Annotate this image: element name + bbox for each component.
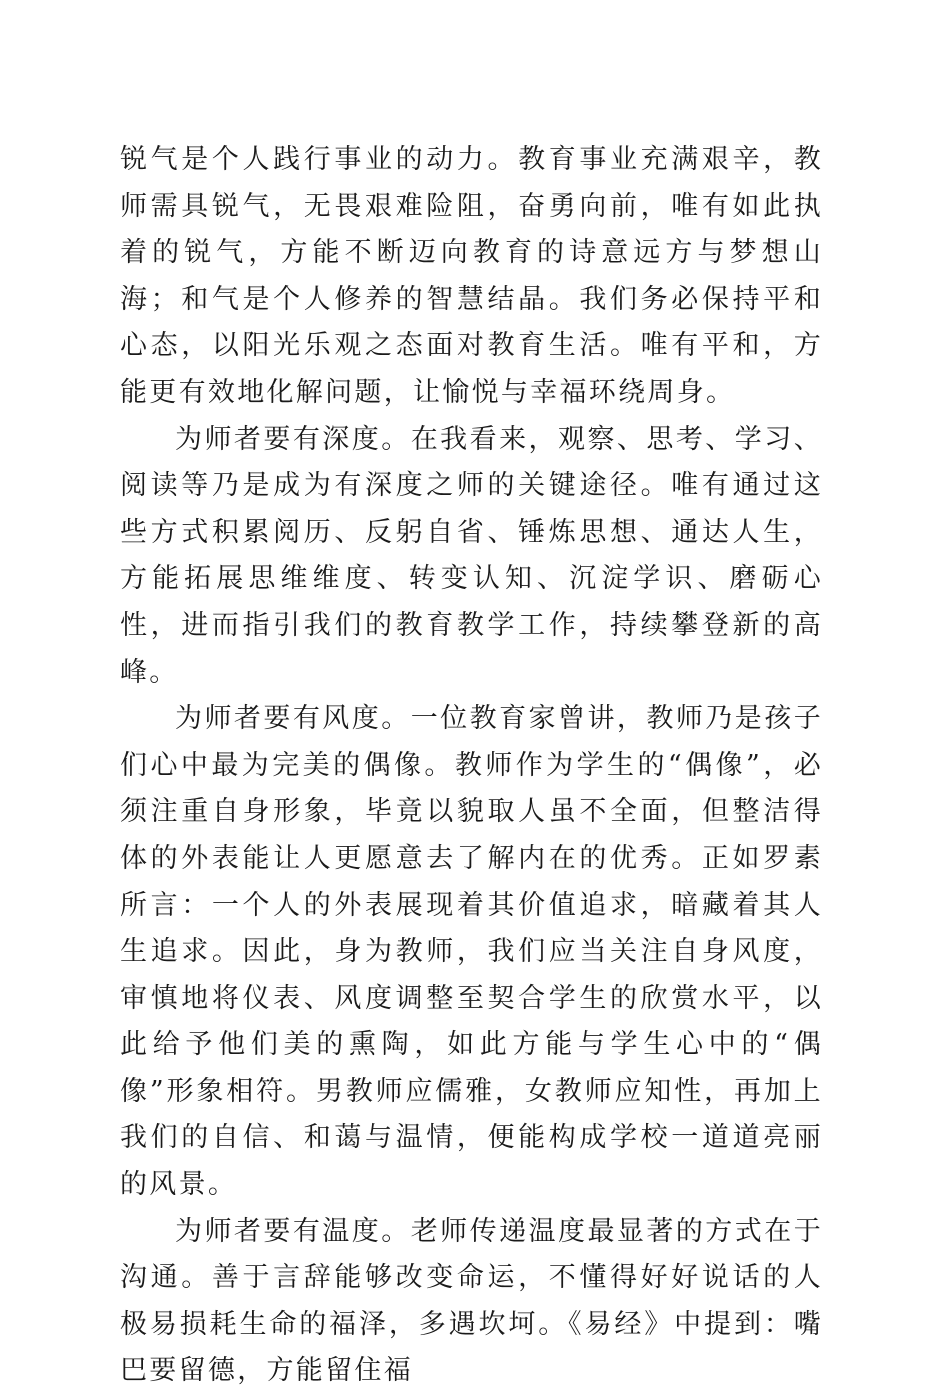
document-body	[120, 137, 823, 1395]
paragraph-depth: 为师者要有深度。在我看来，观察、思考、学习、阅读等乃是成为有深度之师的关键途径。唯有通过这些方式积累阅历、反躬自省、锤炼思想、通达人生，方能拓展思维维度、转变认知、沉淀学识、磨砺心性，进而指引我们的教育教学工作，持续攀登新的高峰。	[120, 423, 823, 688]
paragraph-ruiqi-heqi: 锐气是个人践行事业的动力。教育事业充满艰辛，教师需具锐气，无畏艰难险阻，奋勇向前，唯有如此执着的锐气，方能不断迈向教育的诗意远方与梦想山海；和气是个人修养的智慧结晶。我们务必保持平和心态，以阳光乐观之态面对教育生活。唯有平和，方能更有效地化解问题，让愉悦与幸福环绕周身。	[120, 144, 823, 408]
paragraph-demeanor: 为师者要有风度。一位教育家曾讲，教师乃是孩子们心中最为完美的偶像。教师作为学生的“偶像”，必须注重自身形象，毕竟以貌取人虽不全面，但整洁得体的外表能让人更愿意去了解内在的优秀。正如罗素所言：一个人的外表展现着其价值追求，暗藏着其人生追求。因此，身为教师，我们应当关注自身风度，审慎地将仪表、风度调整至契合学生的欣赏水平，以此给予他们美的熏陶，如此方能与学生心中的“偶像”形象相符。男教师应儒雅，女教师应知性，再加上我们的自信、和蔼与温情，便能构成学校一道道亮丽的风景。	[120, 703, 823, 1201]
paragraph-warmth: 为师者要有温度。老师传递温度最显著的方式在于沟通。善于言辞能够改变命运，不懂得好好说话的人极易损耗生命的福泽，多遇坎坷。《易经》中提到：嘴巴要留德，方能留住福	[120, 1215, 823, 1387]
